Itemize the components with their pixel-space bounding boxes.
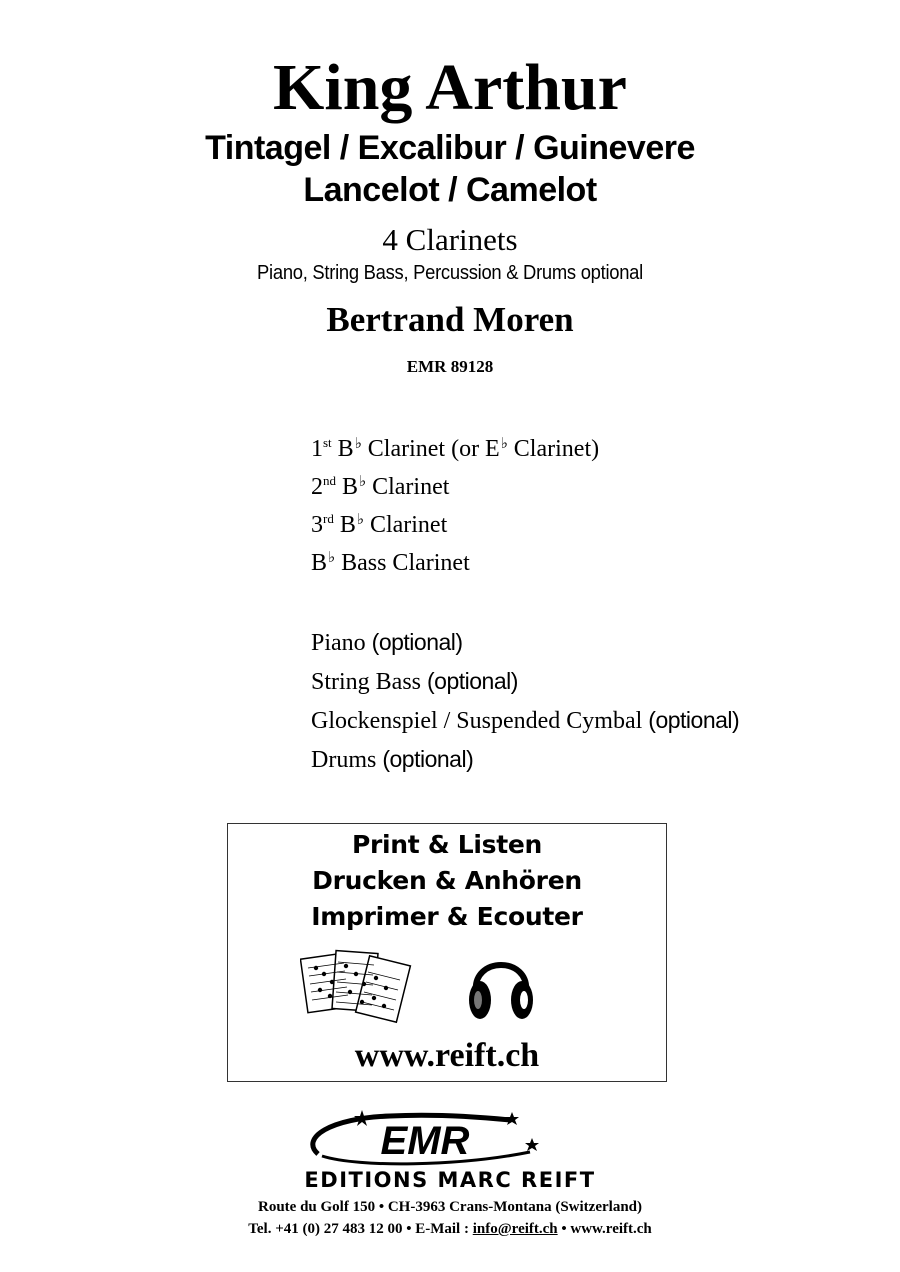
subtitle-line-1: Tintagel / Excalibur / Guinevere bbox=[205, 129, 695, 167]
part-item: B♭ Bass Clarinet bbox=[311, 550, 470, 576]
promo-line-1: Print & Listen bbox=[351, 830, 543, 859]
page-title: King Arthur bbox=[273, 51, 627, 124]
optional-part-item: Piano (optional) bbox=[311, 629, 463, 656]
parts-list bbox=[311, 430, 599, 582]
sheet-music-icon bbox=[300, 946, 412, 1026]
svg-text:EMR: EMR bbox=[380, 1119, 470, 1163]
subtitle-line-2: Lancelot / Camelot bbox=[303, 171, 597, 209]
website-link[interactable]: • www.reift.ch bbox=[561, 1221, 652, 1237]
optional-part-item: Glockenspiel / Suspended Cymbal (optional) bbox=[311, 707, 740, 734]
instrumentation: 4 Clarinets bbox=[382, 222, 518, 257]
print-listen-box bbox=[227, 823, 667, 1082]
email-link[interactable]: info@reift.ch bbox=[472, 1221, 558, 1237]
optional-parts-list bbox=[311, 623, 739, 779]
promo-line-2: Drucken & Anhören bbox=[312, 866, 582, 895]
part-item: 1st B♭ Clarinet (or E♭ Clarinet) bbox=[311, 435, 600, 462]
part-item: 2nd B♭ Clarinet bbox=[311, 473, 450, 500]
optional-part-item: Drums (optional) bbox=[311, 746, 474, 773]
headphones-icon bbox=[466, 946, 536, 1026]
publisher-address: Route du Golf 150 • CH-3963 Crans-Montana (Switzerland) bbox=[258, 1199, 642, 1215]
catalog-number: EMR 89128 bbox=[406, 357, 494, 376]
composer-name: Bertrand Moren bbox=[326, 300, 574, 339]
promo-line-3: Imprimer & Ecouter bbox=[311, 902, 583, 931]
optional-part-item: String Bass (optional) bbox=[311, 668, 518, 695]
optional-instruments-note: Piano, String Bass, Percussion & Drums optional bbox=[257, 262, 643, 284]
publisher-contact: Tel. +41 (0) 27 483 12 00 • E-Mail : info@reift.ch • www.reift.ch bbox=[248, 1221, 652, 1237]
emr-logo bbox=[300, 1108, 550, 1170]
part-item: 3rd B♭ Clarinet bbox=[311, 511, 448, 538]
publisher-name: EDITIONS MARC REIFT bbox=[304, 1168, 596, 1192]
promo-website[interactable]: www.reift.ch bbox=[354, 1037, 540, 1074]
